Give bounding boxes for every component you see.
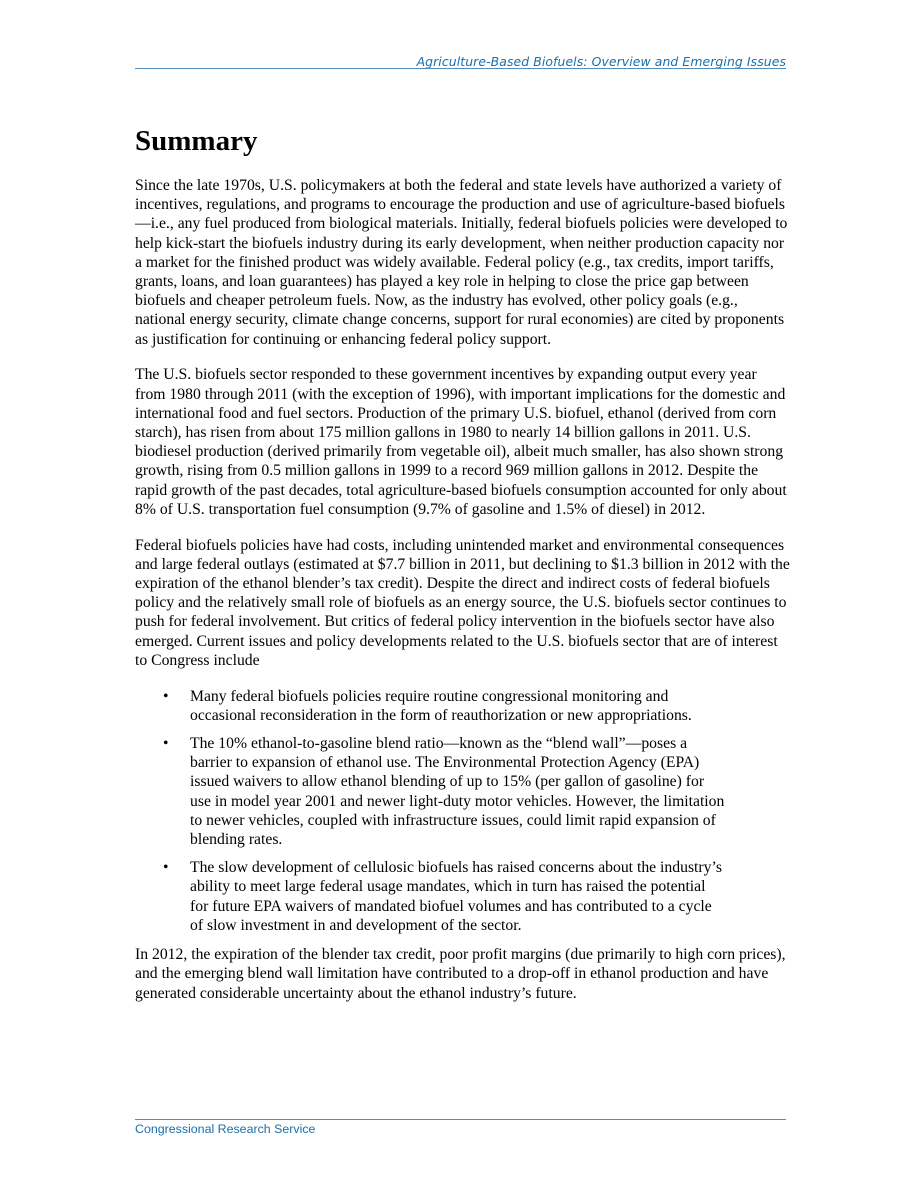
summary-paragraph-1: Since the late 1970s, U.S. policymakers at both the federal and state levels have authorized a variety of incentives, regulations, and programs to encourage the production and use of agriculture-based biofuels—i.e., any fuel produced from biological materials. Initially, federal biofuels policies were developed to help kick-start the biofuels industry during its early development, when neither production capacity nor a market for the finished product was widely available. Federal policy (e.g., tax credits, import tariffs, grants, loans, and loan guarantees) has played a key role in helping to close the price gap between biofuels and cheaper petroleum fuels. Now, as the industry has evolved, other policy goals (e.g., national energy security, climate change concerns, support for rural economies) are cited by proponents as justification for continuing or enhancing federal policy support.: [135, 177, 788, 348]
bullet-text: The 10% ethanol-to-gasoline blend ratio—known as the “blend wall”—poses a barrier to expansion of ethanol use. The Environmental Protection Agency (EPA) issued waivers to allow ethanol blending of up to 15% (per gallon of gasoline) for use in model year 2001 and newer light-duty motor vehicles. However, the limitation to newer vehicles, coupled with infrastructure issues, could limit rapid expansion of blending rates.: [190, 735, 725, 849]
bullet-text: Many federal biofuels policies require routine congressional monitoring and occasional reconsideration in the form of reauthorization or new appropriations.: [190, 687, 692, 724]
footer-divider: [135, 1119, 786, 1120]
bullet-item: [135, 734, 791, 849]
running-header-title: Agriculture-Based Biofuels: Overview and Emerging Issues: [416, 54, 786, 69]
footer-organization: Congressional Research Service: [135, 1122, 316, 1136]
bullet-icon: •: [163, 859, 169, 877]
bullet-icon: •: [163, 735, 169, 753]
bullet-icon: •: [163, 687, 169, 705]
summary-paragraph-2: The U.S. biofuels sector responded to these government incentives by expanding output every year from 1980 through 2011 (with the exception of 1996), with important implications for the domestic and international food and fuel sectors. Production of the primary U.S. biofuel, ethanol (derived from corn starch), has risen from about 175 million gallons in 1980 to nearly 14 billion gallons in 2011. U.S. biodiesel production (derived primarily from vegetable oil), albeit much smaller, has also shown strong growth, rising from 0.5 million gallons in 1999 to a record 969 million gallons in 2012. Despite the rapid growth of the past decades, total agriculture-based biofuels consumption accounted for only about 8% of U.S. transportation fuel consumption (9.7% of gasoline and 1.5% of diesel) in 2012.: [135, 366, 787, 518]
bullet-item: [135, 687, 791, 725]
summary-paragraph-3: Federal biofuels policies have had costs, including unintended market and environmental consequences and large federal outlays (estimated at $7.7 billion in 2011, but declining to $1.3 billion in 2012 with the expiration of the ethanol blender’s tax credit). Despite the direct and indirect costs of federal biofuels policy and the relatively small role of biofuels as an energy source, the U.S. biofuels sector continues to push for federal involvement. But critics of federal policy intervention in the biofuels sector have also emerged. Current issues and policy developments related to the U.S. biofuels sector that are of interest to Congress include: [135, 536, 790, 669]
issues-bullet-list: [135, 687, 791, 935]
summary-body: [135, 176, 791, 1019]
page-title: Summary: [135, 125, 258, 157]
bullet-text: The slow development of cellulosic biofuels has raised concerns about the industry’s ability to meet large federal usage mandates, which in turn has raised the potential for future EPA waivers of mandated biofuel volumes and has contributed to a cycle of slow investment in and development of the sector.: [190, 859, 722, 934]
header-divider: [135, 68, 786, 69]
summary-closing-paragraph: In 2012, the expiration of the blender tax credit, poor profit margins (due primarily to high corn prices), and the emerging blend wall limitation have contributed to a drop-off in ethanol production and have generated considerable uncertainty about the ethanol industry’s future.: [135, 946, 786, 1002]
bullet-item: [135, 858, 791, 935]
